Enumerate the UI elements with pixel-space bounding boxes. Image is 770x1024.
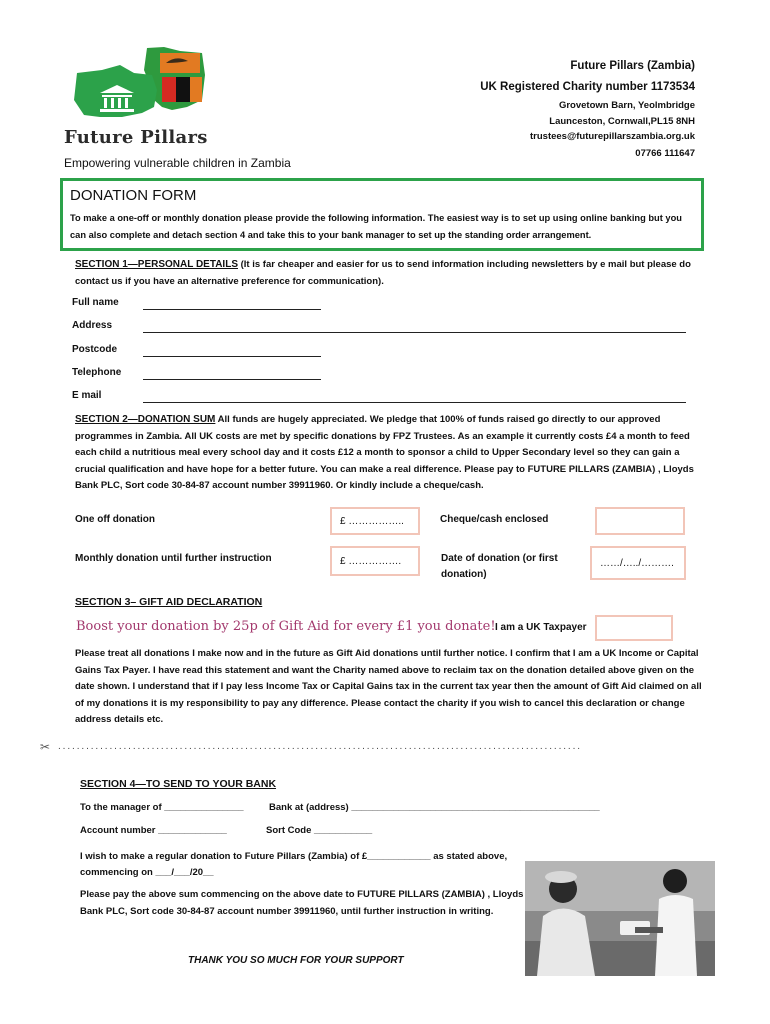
donation-form-box (60, 178, 704, 251)
full-name-field[interactable] (143, 309, 321, 310)
tagline: Empowering vulnerable children in Zambia (64, 156, 291, 170)
gift-aid-text: Please treat all donations I make now and in the future as Gift Aid donations until further notice. I confirm that I am a UK Income or Capital Gains Tax Payer. I have read this statement and want the Charity named above to reclaim tax on the donation detailed above given on the date shown. I understand that if I pay less Income Tax or Capital Gains tax in the current tax year then the amount of Gift Aid claimed on all of my donations it is my responsibility to pay any difference. Please contact the charity if you wish to cancel this declaration or change address details etc. (75, 648, 702, 725)
postcode-field[interactable] (143, 356, 321, 357)
full-name-label: Full name (72, 297, 119, 308)
logo-text: Future Pillars (64, 127, 208, 148)
section-1-note: (It is far cheaper and easier for us to send information including newsletters by e mail but please do contact us if you have an alternative preference for communication). (75, 259, 691, 287)
children-photo (525, 861, 715, 976)
date-label: Date of donation (or first donation) (441, 553, 558, 580)
telephone-label: Telephone (72, 367, 122, 378)
section-1-heading: SECTION 1—PERSONAL DETAILS (75, 259, 238, 270)
form-intro: To make a one-off or monthly donation please provide the following information. The easiest way is to set up using online banking but you can also complete and detach section 4 and take this to your bank manager to set up the standing order arrangement. (70, 213, 682, 240)
taxpayer-label: I am a UK Taxpayer (495, 622, 587, 633)
section-2-heading: SECTION 2—DONATION SUM (75, 414, 216, 425)
sort-code-field[interactable]: Sort Code ___________ (266, 825, 373, 836)
address-line-2: Launceston, Cornwall,PL15 8NH (549, 116, 695, 127)
section-1 (75, 256, 700, 290)
section-3-heading: SECTION 3– GIFT AID DECLARATION (75, 596, 263, 608)
thank-you: THANK YOU SO MUCH FOR YOUR SUPPORT (188, 955, 404, 966)
email-label: E mail (72, 390, 102, 401)
form-title: DONATION FORM (70, 187, 197, 204)
regular-donation-text: I wish to make a regular donation to Future Pillars (Zambia) of £____________ as stated above, commencing on ___/___/20__ (80, 851, 508, 878)
taxpayer-box[interactable] (595, 615, 673, 641)
monthly-amount[interactable]: £ ……………. (330, 546, 420, 576)
one-off-label: One off donation (75, 514, 155, 525)
account-number-field[interactable]: Account number _____________ (80, 825, 227, 836)
bank-address-field[interactable]: Bank at (address) _______________________________________________ (269, 802, 600, 813)
cut-line: ................................................................................................................ (58, 741, 582, 752)
date-field[interactable]: ……/…../………. (590, 546, 686, 580)
address-line-1: Grovetown Barn, Yeolmbridge (558, 100, 695, 111)
org-email: trustees@futurepillarszambia.org.uk (530, 131, 695, 142)
photo-graphic (525, 861, 715, 976)
cheque-label: Cheque/cash enclosed (440, 514, 549, 525)
monthly-label: Monthly donation until further instruction (75, 553, 272, 564)
email-field[interactable] (143, 402, 686, 403)
org-name: Future Pillars (Zambia) (570, 60, 695, 72)
postcode-label: Postcode (72, 344, 118, 355)
pay-instruction-text: Please pay the above sum commencing on the above date to FUTURE PILLARS (ZAMBIA) , Lloyds Bank PLC, Sort code 30-84-87 account number 39911960, until further instruction in writing. (80, 889, 524, 917)
charity-number: UK Registered Charity number 1173534 (480, 81, 695, 93)
gift-aid-boost: Boost your donation by 25p of Gift Aid for every £1 you donate! (76, 619, 496, 634)
one-off-amount[interactable]: £ …………….. (330, 507, 420, 535)
scissors-icon: ✂ (40, 740, 51, 754)
cheque-box[interactable] (595, 507, 685, 535)
manager-field[interactable]: To the manager of _______________ (80, 802, 244, 813)
org-phone: 07766 111647 (635, 148, 695, 159)
address-label: Address (72, 320, 113, 331)
section-2-text: All funds are hugely appreciated. We pledge that 100% of funds raised go directly to our approved programmes in Zambia. All UK costs are met by specific donations by FPZ Trustees. As an example it currently costs £4 a month to feed each child a nutritious meal every school day and it costs £12 a month to sponsor a child to Upper Secondary level so they can gain a crucial qualification and have hope for a better future. You can make a real difference. Please pay to FUTURE PILLARS (ZAMBIA) , Lloyds Bank PLC, Sort code 30-84-87 account number 39911960. Or kindly include a cheque/cash. (75, 414, 694, 491)
telephone-field[interactable] (143, 379, 321, 380)
section-2 (75, 412, 700, 495)
section-4-heading: SECTION 4—TO SEND TO YOUR BANK (80, 778, 277, 790)
address-field[interactable] (143, 332, 686, 333)
